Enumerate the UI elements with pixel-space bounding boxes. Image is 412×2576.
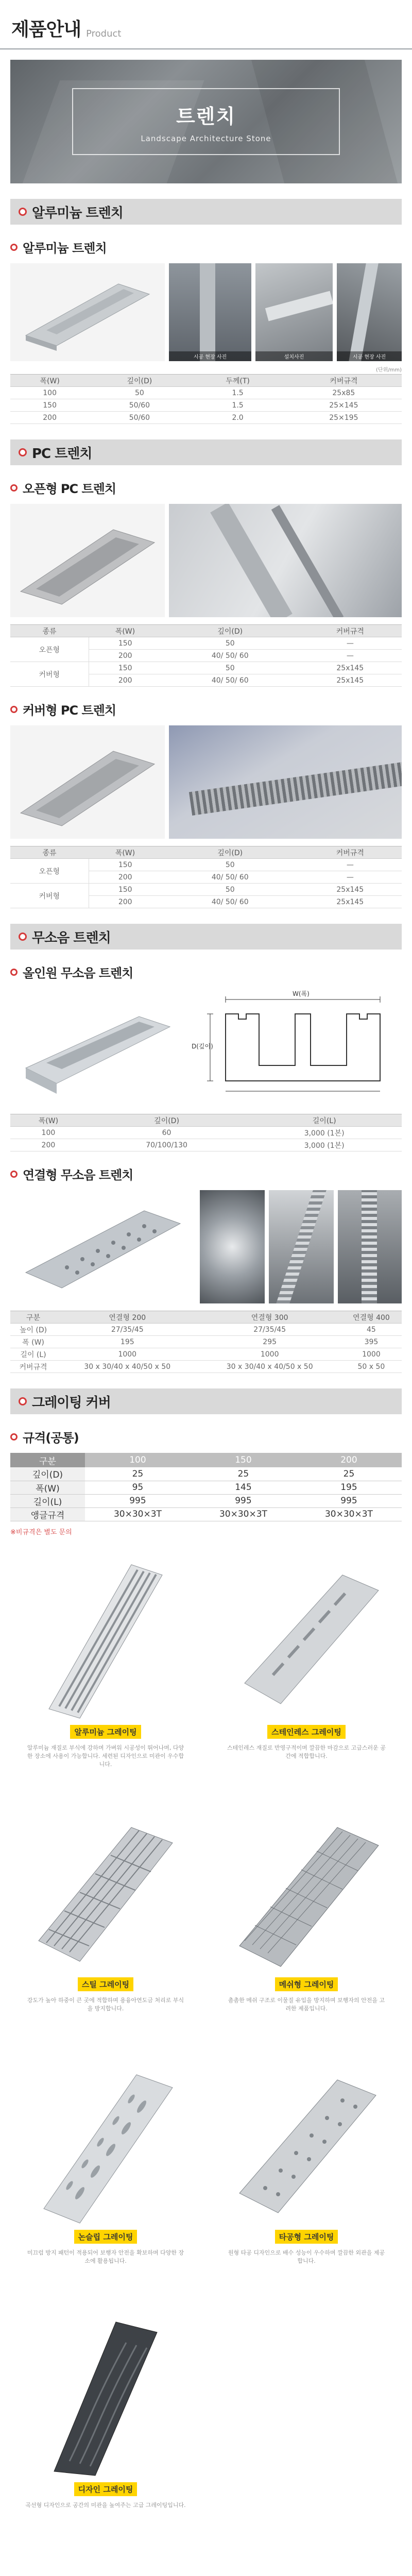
- steel-grating-icon: [28, 1807, 183, 1972]
- page-title: 제품안내: [11, 19, 81, 40]
- photo-caption: 설치사진: [255, 351, 333, 361]
- grating-cards: [10, 1552, 402, 2546]
- col-header: 깊이(D): [87, 1114, 247, 1127]
- hero-title: 트렌치: [176, 105, 236, 128]
- section-silent: [10, 924, 402, 950]
- grating-name: 디자인 그레이팅: [74, 2482, 138, 2496]
- grating-image: [10, 2057, 201, 2227]
- grating-name: 스틸 그레이팅: [78, 1977, 133, 1991]
- pc-cover-product-image: [10, 725, 165, 839]
- col-header: 두께(T): [190, 375, 285, 387]
- col-header: 150: [191, 1453, 296, 1467]
- pc-trench-icon: [15, 514, 160, 607]
- table-row: 폭 (W) 195 295 395: [10, 1336, 402, 1348]
- grating-card-perforated: [211, 2057, 402, 2294]
- aluminum-site-photo-1: [169, 263, 251, 361]
- grating-card-stainless: [211, 1552, 402, 1789]
- pc-cover-trench-icon: [15, 736, 160, 828]
- aluminum-site-photo-2: [255, 263, 333, 361]
- section-aluminum: [10, 199, 402, 225]
- section-pc: [10, 439, 402, 465]
- table-row: 커버형 150 50 25x145: [10, 662, 402, 674]
- aluminum-site-photo-3: [337, 263, 402, 361]
- bullet-icon: [19, 208, 27, 216]
- diagram-width-label: W(폭): [293, 990, 310, 997]
- grating-card-steel: [10, 1804, 201, 2041]
- table-row: 커버형 150 50 25x145: [10, 884, 402, 896]
- page-subtitle: Product: [86, 28, 122, 39]
- table-row: 폭(W) 95 145 195: [10, 1481, 402, 1494]
- table-row: 100 50 1.5 25x85: [10, 387, 402, 399]
- col-header: 커버규격: [299, 846, 402, 859]
- nonslip-grating-icon: [28, 2059, 183, 2224]
- aluminum-grating-icon: [28, 1554, 183, 1719]
- col-header: 구분: [10, 1453, 85, 1467]
- linked-site-photo-2: [269, 1190, 334, 1303]
- col-header: 깊이(D): [162, 846, 299, 859]
- grating-image: [10, 2309, 201, 2479]
- grating-note: ※비규격은 별도 문의: [10, 1528, 72, 1536]
- cross-section-diagram: [190, 988, 402, 1107]
- allin-product-image: [10, 988, 185, 1107]
- grating-desc: 원형 타공 디자인으로 배수 성능이 우수하며 깔끔한 외관을 제공합니다.: [228, 2249, 385, 2264]
- section-title: 그레이팅 커버: [32, 1395, 111, 1411]
- linked-spec-table: [10, 1311, 402, 1373]
- grating-name: 메쉬형 그레이팅: [275, 1977, 338, 1991]
- col-header: 구분: [10, 1311, 56, 1324]
- bullet-icon: [10, 244, 18, 251]
- grating-card-aluminum: [10, 1552, 201, 1789]
- subsection-linked: [10, 1165, 402, 1183]
- linked-site-photo-1: [200, 1190, 265, 1303]
- col-header: 커버규격: [299, 625, 402, 637]
- section-title: 알루미늄 트렌치: [32, 205, 123, 221]
- allin-photos: [10, 988, 402, 1107]
- table-row: 200 40/ 50/ 60 —: [10, 650, 402, 662]
- pc-open-product-image: [10, 504, 165, 617]
- col-header: 커버규격: [286, 375, 402, 387]
- grating-name: 스테인레스 그레이팅: [267, 1725, 346, 1739]
- grating-image: [10, 1552, 201, 1722]
- linked-site-photo-3: [338, 1190, 402, 1303]
- unit-label: (단위/mm): [376, 367, 402, 373]
- linked-product-image: [10, 1190, 196, 1303]
- subsection-title: 오픈형 PC 트렌치: [23, 482, 116, 496]
- subsection-title: 올인원 무소음 트렌치: [23, 966, 133, 980]
- table-row: 200 70/100/130 3,000 (1본): [10, 1139, 402, 1151]
- subsection-pc-open: [10, 479, 402, 497]
- col-header: 종류: [10, 846, 89, 859]
- col-header: 200: [296, 1453, 402, 1467]
- col-header: 깊이(D): [162, 625, 299, 637]
- grating-desc: 알루미늄 재질로 부식에 강하며 가벼워 시공성이 뛰어나며, 다양한 장소에 사용이 가능합니다. 세련된 디자인으로 미관이 우수합니다.: [27, 1744, 184, 1768]
- bullet-icon: [10, 1171, 18, 1178]
- mesh-grating-icon: [229, 1807, 384, 1972]
- photo-caption: 시공 현장 사진: [337, 351, 402, 361]
- table-row: 200 40/ 50/ 60 —: [10, 871, 402, 884]
- subsection-grating-spec: [10, 1428, 402, 1446]
- grating-card-mesh: [211, 1804, 402, 2041]
- col-header: 100: [85, 1453, 191, 1467]
- col-header: 길이(L): [247, 1114, 402, 1127]
- table-row: 높이 (D) 27/35/45 27/35/45 45: [10, 1324, 402, 1336]
- col-header: 폭(W): [89, 625, 162, 637]
- grating-desc: 스테인레스 재질로 반영구적이며 깔끔한 마감으로 고급스러운 공간에 적합합니다.: [227, 1744, 386, 1759]
- col-header: 연결형 400: [341, 1311, 402, 1324]
- grating-image: [211, 2057, 402, 2227]
- perforated-grating-icon: [229, 2059, 384, 2224]
- grating-desc: 강도가 높아 하중이 큰 곳에 적합하며 용융아연도금 처리로 부식을 방지합니다.: [27, 1996, 184, 2012]
- pc-cover-spec-table: [10, 846, 402, 908]
- pc-open-spec-table: [10, 624, 402, 687]
- section-grating: [10, 1388, 402, 1414]
- col-header: 연결형 300: [198, 1311, 340, 1324]
- pc-open-site-photo: [169, 504, 402, 617]
- linked-trench-icon: [15, 1195, 191, 1298]
- grating-image: [10, 1804, 201, 1974]
- grating-desc: 미끄럼 방지 패턴이 적용되어 보행자 안전을 확보하며 다양한 장소에 활용됩니다.: [27, 2249, 184, 2264]
- table-row: 200 40/ 50/ 60 25x145: [10, 896, 402, 908]
- pc-cover-photos: [10, 725, 402, 839]
- allin-trench-icon: [15, 996, 180, 1099]
- linked-photos: [10, 1190, 402, 1303]
- table-row: 앵글규격 30×30×3T 30×30×3T 30×30×3T: [10, 1507, 402, 1521]
- grating-image: [211, 1804, 402, 1974]
- table-row: 오픈형 150 50 —: [10, 859, 402, 871]
- section-title: 무소음 트렌치: [32, 930, 111, 946]
- bullet-icon: [19, 1397, 27, 1405]
- col-header: 폭(W): [10, 1114, 87, 1127]
- stainless-grating-icon: [229, 1554, 384, 1719]
- grating-desc: 곡선형 디자인으로 공간의 미관을 높여주는 고급 그레이팅입니다.: [25, 2501, 186, 2509]
- table-row: 200 40/ 50/ 60 25x145: [10, 674, 402, 687]
- aluminum-photos: [10, 263, 402, 361]
- table-row: 100 60 3,000 (1본): [10, 1127, 402, 1139]
- bullet-icon: [19, 933, 27, 941]
- hero-frame: [72, 88, 340, 155]
- table-row: 길이(L) 995 995 995: [10, 1494, 402, 1507]
- subsection-title: 연결형 무소음 트렌치: [23, 1168, 133, 1182]
- page-header: [0, 0, 412, 49]
- bullet-icon: [10, 484, 18, 492]
- table-row: 오픈형 150 50 —: [10, 637, 402, 650]
- table-row: 커버규격 30 x 30/40 x 40/50 x 50 30 x 30/40 x 40/50 x 50 50 x 50: [10, 1361, 402, 1373]
- allin-diagram: [190, 988, 402, 1107]
- subsection-pc-cover: [10, 700, 402, 718]
- table-row: 깊이(D) 25 25 25: [10, 1467, 402, 1481]
- hero-subtitle: Landscape Architecture Stone: [141, 133, 271, 143]
- grating-card-nonslip: [10, 2057, 201, 2294]
- bullet-icon: [10, 969, 18, 976]
- col-header: 연결형 200: [56, 1311, 198, 1324]
- pc-cover-site-photo: [169, 725, 402, 839]
- grating-card-design: [10, 2309, 201, 2546]
- subsection-allin: [10, 963, 402, 981]
- section-title: PC 트렌치: [32, 446, 92, 462]
- table-row: 길이 (L) 1000 1000 1000: [10, 1348, 402, 1361]
- pc-open-photos: [10, 504, 402, 617]
- allin-spec-table: [10, 1114, 402, 1151]
- design-grating-icon: [28, 2312, 183, 2477]
- table-row: 150 50/60 1.5 25×145: [10, 399, 402, 412]
- grating-image: [211, 1552, 402, 1722]
- col-header: 폭(W): [10, 375, 89, 387]
- col-header: 폭(W): [89, 846, 162, 859]
- grating-name: 타공형 그레이팅: [275, 2230, 338, 2244]
- hero-banner: [10, 60, 402, 183]
- col-header: 깊이(D): [89, 375, 190, 387]
- bullet-icon: [19, 448, 27, 456]
- grating-desc: 촘촘한 메쉬 구조로 이물질 유입을 방지하며 보행자의 안전을 고려한 제품입니다.: [228, 1996, 385, 2012]
- subsection-title: 규격(공통): [23, 1431, 79, 1445]
- subsection-aluminum: [10, 238, 402, 256]
- subsection-title: 커버형 PC 트렌치: [23, 703, 116, 718]
- grating-name: 논슬립 그레이팅: [74, 2230, 138, 2244]
- grating-name: 알루미늄 그레이팅: [70, 1725, 141, 1739]
- subsection-title: 알루미늄 트렌치: [23, 241, 107, 256]
- col-header: 종류: [10, 625, 89, 637]
- aluminum-spec-table: [10, 374, 402, 424]
- diagram-depth-label: D(깊이): [192, 1043, 213, 1050]
- aluminum-trench-icon: [15, 274, 160, 351]
- aluminum-product-image: [10, 263, 165, 361]
- bullet-icon: [10, 706, 18, 713]
- grating-spec-table: [10, 1453, 402, 1521]
- photo-caption: 시공 현장 사진: [169, 351, 251, 361]
- bullet-icon: [10, 1433, 18, 1440]
- table-row: 200 50/60 2.0 25×195: [10, 412, 402, 424]
